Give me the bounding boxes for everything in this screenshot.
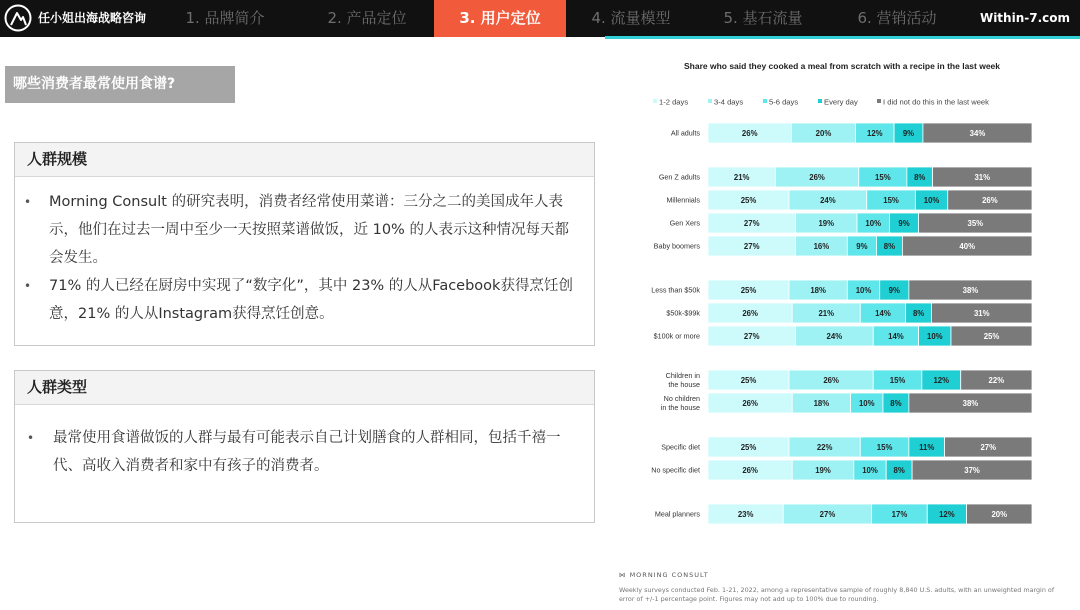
- recipe-usage-chart: [605, 40, 1080, 570]
- tab-cornerstone-traffic[interactable]: 5. 基石流量: [723, 9, 803, 27]
- legend-swatch: [653, 99, 657, 103]
- row-label: $100k or more: [653, 331, 700, 341]
- tab-traffic-model[interactable]: 4. 流量模型: [591, 9, 671, 27]
- data-label: 25%: [983, 332, 1000, 341]
- bullet-text: Morning Consult 的研究表明，消费者经常使用菜谱：三分之二的美国成年人表示，他们在过去一周中至少一天按照菜谱做饭，近 10% 的人表示这种情况每天都会发生。: [49, 194, 569, 266]
- row-label: Millennials: [666, 195, 700, 205]
- data-label: 35%: [967, 219, 984, 228]
- data-label: 10%: [855, 286, 872, 295]
- accent-underline: [605, 36, 1080, 39]
- population-size-card: [14, 142, 595, 346]
- population-size-title: 人群规模: [15, 143, 594, 177]
- row-label: $50k-$99k: [666, 308, 700, 318]
- row-label: Gen Xers: [669, 218, 700, 228]
- population-type-bullets: [15, 424, 594, 480]
- data-label: 27%: [743, 219, 760, 228]
- legend-label: Every day: [824, 97, 858, 107]
- data-label: 17%: [891, 510, 908, 519]
- data-label: 12%: [939, 510, 955, 519]
- tab-marketing-campaigns[interactable]: 6. 营销活动: [857, 9, 937, 27]
- row-label: Baby boomers: [653, 241, 700, 251]
- data-label: 19%: [818, 219, 835, 228]
- data-label: 18%: [810, 286, 826, 295]
- data-label: 23%: [737, 510, 754, 519]
- data-label: 26%: [809, 173, 825, 182]
- row-label: Specific diet: [661, 442, 700, 452]
- bullet-dot-icon: •: [24, 279, 32, 293]
- data-label: 12%: [867, 129, 883, 138]
- data-label: 8%: [893, 466, 905, 475]
- data-label: 40%: [959, 242, 976, 251]
- chart-title: Share who said they cooked a meal from scratch with a recipe in the last week: [683, 61, 1001, 71]
- data-label: 31%: [973, 309, 990, 318]
- row-label: Gen Z adults: [658, 172, 700, 182]
- data-label: 8%: [914, 173, 926, 182]
- data-label: 25%: [740, 196, 757, 205]
- recipe-usage-chart-panel: [605, 40, 1080, 610]
- data-label: 26%: [982, 196, 998, 205]
- row-label: in the house: [660, 403, 700, 412]
- legend-swatch: [763, 99, 767, 103]
- data-label: 10%: [923, 196, 940, 205]
- morning-consult-logo-icon: ⋈: [619, 571, 630, 579]
- data-label: 31%: [974, 173, 991, 182]
- data-label: 26%: [742, 309, 758, 318]
- data-label: 9%: [898, 219, 910, 228]
- data-label: 27%: [819, 510, 836, 519]
- data-label: 24%: [820, 196, 836, 205]
- data-label: 21%: [733, 173, 750, 182]
- data-label: 26%: [823, 376, 839, 385]
- legend-label: 5-6 days: [769, 97, 799, 107]
- legend-label: 3-4 days: [714, 97, 744, 107]
- row-label: No specific diet: [651, 465, 700, 475]
- data-label: 18%: [813, 399, 830, 408]
- data-label: 22%: [988, 376, 1005, 385]
- legend-swatch: [818, 99, 822, 103]
- row-label: No children: [663, 394, 700, 403]
- bullet-item: [15, 272, 594, 328]
- data-label: 15%: [875, 173, 891, 182]
- legend-label: 1-2 days: [659, 97, 689, 107]
- data-label: 34%: [969, 129, 986, 138]
- mountain-r-logo-icon: [4, 4, 32, 32]
- site-url[interactable]: Within-7.com: [979, 11, 1070, 25]
- legend-swatch: [877, 99, 881, 103]
- data-label: 27%: [743, 242, 760, 251]
- data-label: 8%: [883, 242, 896, 251]
- data-label: 10%: [858, 399, 875, 408]
- data-label: 10%: [926, 332, 943, 341]
- data-label: 14%: [888, 332, 904, 341]
- data-label: 14%: [875, 309, 891, 318]
- row-label: Less than $50k: [651, 285, 700, 295]
- data-label: 8%: [912, 309, 925, 318]
- top-nav-bar: [0, 0, 1080, 37]
- population-size-bullets: [15, 188, 594, 328]
- data-label: 27%: [743, 332, 760, 341]
- data-label: 24%: [826, 332, 843, 341]
- data-label: 38%: [962, 286, 979, 295]
- chart-footnote: Weekly surveys conducted Feb. 1-21, 2022, among a representative sample of roughly 8,840 U.S. adults, with an unweighted margin of error of +/-1 percentage point. Figures may not add up to 100% due to rounding.: [619, 586, 1055, 603]
- data-label: 25%: [740, 376, 757, 385]
- tab-product-positioning[interactable]: 2. 产品定位: [327, 9, 407, 27]
- bullet-text: 71% 的人已经在厨房中实现了“数字化”，其中 23% 的人从Facebook获得烹饪创意，21% 的人从Instagram获得烹饪创意。: [49, 278, 573, 322]
- data-label: 15%: [883, 196, 899, 205]
- data-label: 9%: [902, 129, 915, 138]
- data-label: 38%: [962, 399, 979, 408]
- data-label: 25%: [740, 286, 757, 295]
- data-label: 25%: [740, 443, 757, 452]
- source-logo-text: MORNING CONSULT: [629, 571, 709, 579]
- morning-consult-logo: [619, 571, 709, 579]
- legend-label: I did not do this in the last week: [883, 97, 989, 107]
- data-label: 11%: [919, 443, 935, 452]
- data-label: 15%: [876, 443, 893, 452]
- data-label: 20%: [815, 129, 832, 138]
- legend-swatch: [708, 99, 712, 103]
- data-label: 20%: [991, 510, 1008, 519]
- data-label: 26%: [742, 399, 758, 408]
- population-type-title: 人群类型: [15, 371, 594, 405]
- row-label: Meal planners: [654, 509, 700, 519]
- data-label: 22%: [816, 443, 833, 452]
- question-label: 哪些消费者最常使用食谱?: [5, 66, 235, 103]
- tab-brand-intro[interactable]: 1. 品牌简介: [185, 9, 265, 27]
- data-label: 15%: [889, 376, 906, 385]
- data-label: 10%: [862, 466, 878, 475]
- data-label: 27%: [980, 443, 997, 452]
- tab-user-positioning[interactable]: 3. 用户定位: [434, 0, 566, 37]
- bullet-text: 最常使用食谱做饭的人群与最有可能表示自己计划膳食的人群相同，包括千禧一代、高收入消费者和家中有孩子的消费者。: [53, 430, 561, 474]
- data-label: 8%: [890, 399, 902, 408]
- row-label: All adults: [670, 128, 700, 138]
- row-label: Children in: [665, 371, 700, 380]
- bullet-item: [15, 188, 594, 272]
- population-type-card: [14, 370, 595, 523]
- bullet-item: [15, 424, 594, 480]
- data-label: 21%: [818, 309, 835, 318]
- data-label: 26%: [742, 466, 758, 475]
- data-label: 12%: [933, 376, 950, 385]
- data-label: 9%: [888, 286, 900, 295]
- data-label: 16%: [813, 242, 830, 251]
- data-label: 19%: [815, 466, 831, 475]
- data-label: 26%: [741, 129, 758, 138]
- data-label: 10%: [865, 219, 882, 228]
- bullet-dot-icon: •: [24, 195, 32, 209]
- row-label: the house: [668, 380, 700, 389]
- brand-name: 任小姐出海战略咨询: [38, 11, 147, 25]
- data-label: 37%: [964, 466, 980, 475]
- data-label: 9%: [856, 242, 868, 251]
- bullet-dot-icon: •: [27, 431, 35, 445]
